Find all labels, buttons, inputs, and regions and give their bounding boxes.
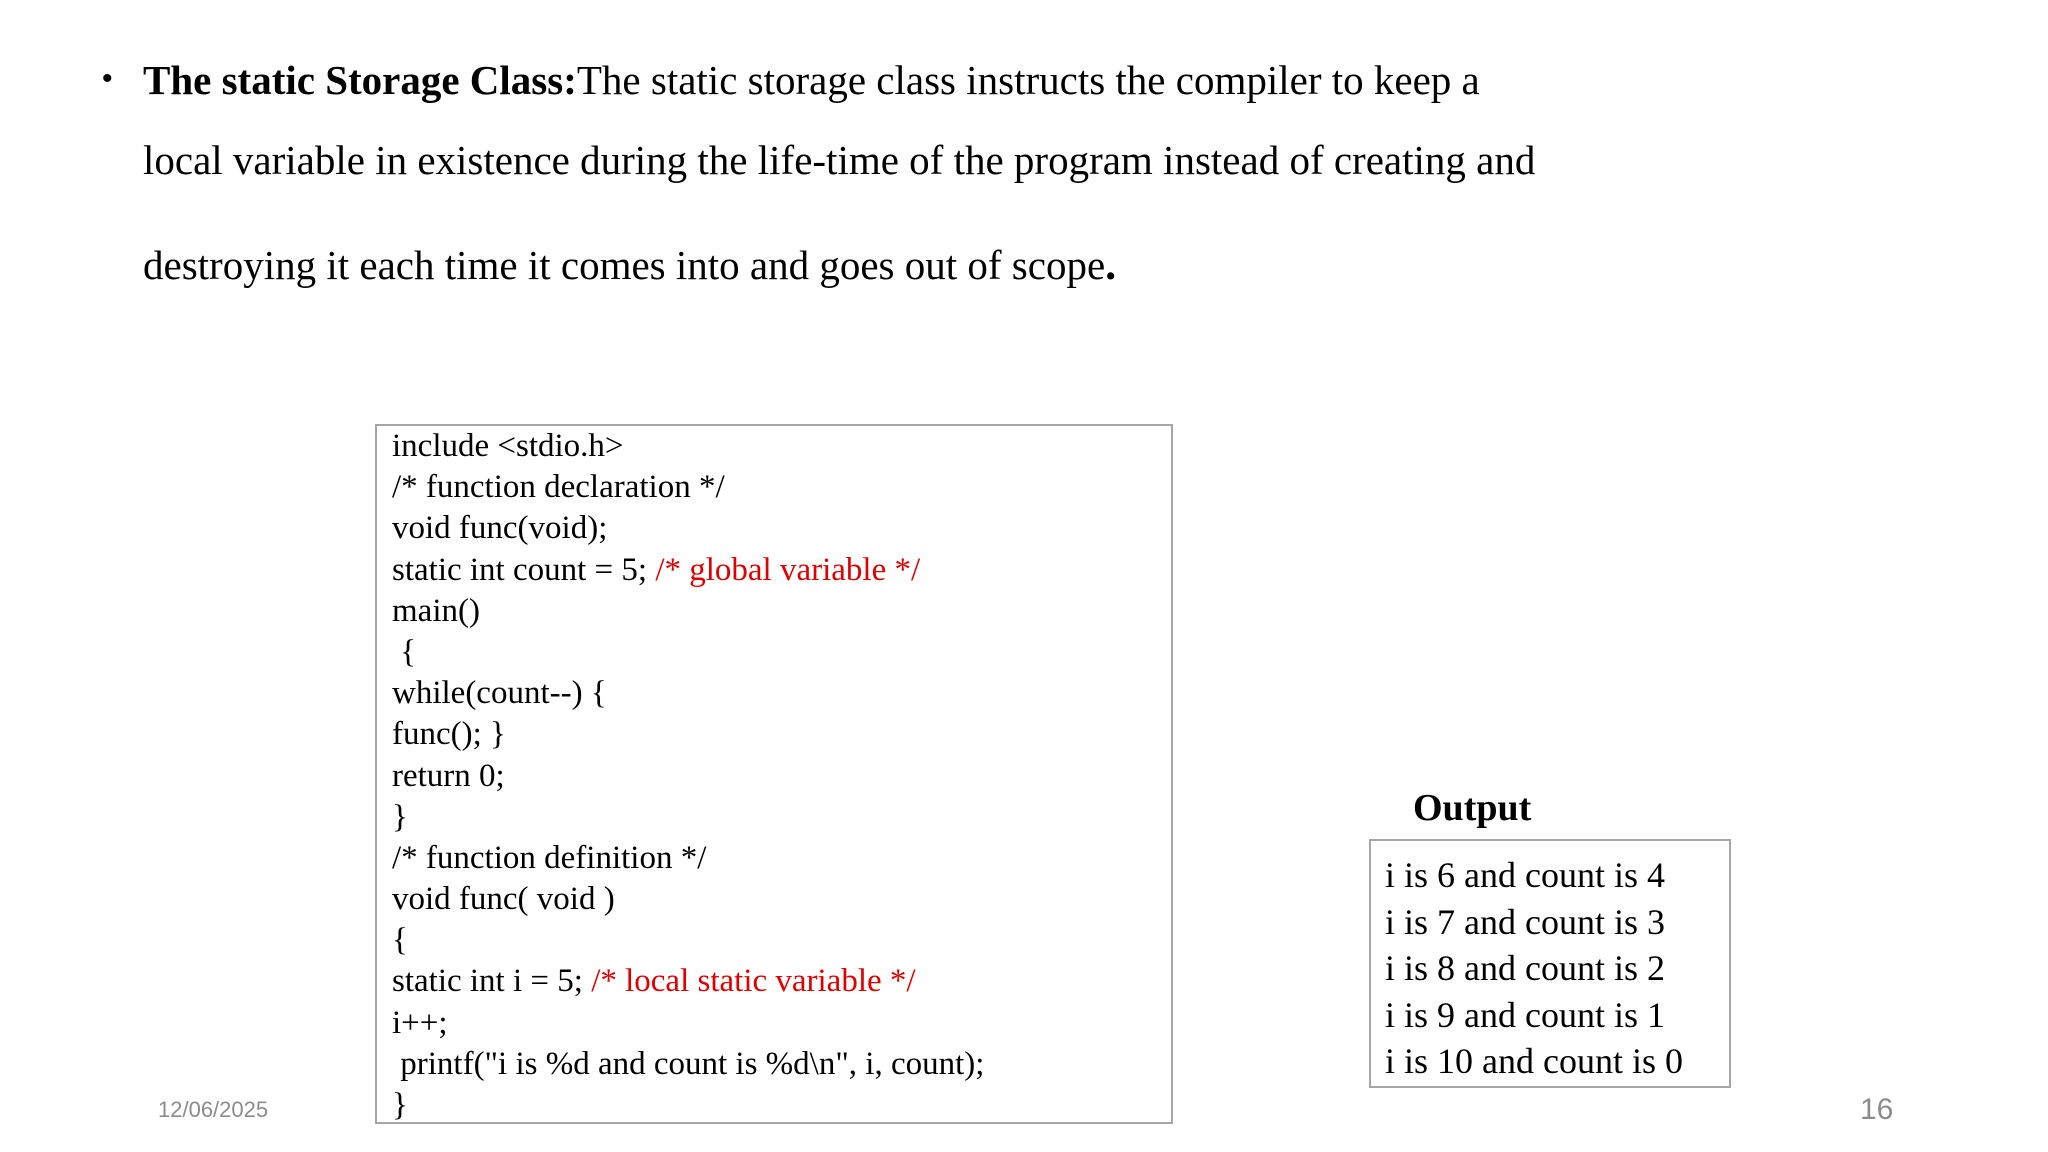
code-line [392, 632, 1171, 673]
code-line [392, 920, 1171, 961]
bullet-text-3: destroying it each time it comes into and goes out of scope [143, 242, 1106, 288]
output-line: i is 10 and count is 0 [1385, 1041, 1683, 1081]
code-line [392, 879, 1171, 920]
code-text: void func(void); [392, 510, 608, 547]
code-line [392, 1003, 1171, 1044]
code-text: printf("i is %d and count is %d\n", i, count); [392, 1045, 985, 1082]
code-line [392, 961, 1171, 1002]
code-text: } [392, 1087, 408, 1123]
output-line: i is 7 and count is 3 [1385, 901, 1665, 942]
code-line [392, 426, 1171, 467]
code-text: static int i = 5; [392, 963, 592, 1000]
bullet-line-1 [143, 58, 1480, 103]
code-line [392, 838, 1171, 879]
code-line [392, 508, 1171, 549]
code-comment: /* global variable */ [655, 551, 921, 588]
output-title: Output [1413, 787, 1532, 829]
code-text: main() [392, 592, 480, 629]
code-line [392, 673, 1171, 714]
code-line [392, 467, 1171, 508]
bullet-dot-icon: • [102, 62, 113, 95]
code-text: void func( void ) [392, 881, 615, 918]
code-text: { [392, 633, 417, 670]
bullet-heading: The static Storage Class: [143, 57, 577, 103]
output-line: i is 9 and count is 1 [1385, 994, 1665, 1035]
code-text: /* function definition */ [392, 839, 707, 876]
code-text: { [392, 922, 408, 959]
code-listing-box [375, 424, 1173, 1124]
bullet-line-3 [143, 241, 1116, 289]
code-text: include <stdio.h> [392, 428, 624, 464]
output-box [1369, 839, 1731, 1088]
code-text: } [392, 798, 408, 835]
bullet-period: . [1105, 240, 1117, 289]
code-text: func(); } [392, 716, 506, 753]
code-line [392, 1044, 1171, 1085]
code-line [392, 797, 1171, 838]
code-line [392, 756, 1171, 797]
code-line [392, 550, 1171, 591]
footer-date: 12/06/2025 [158, 1097, 269, 1122]
code-comment: /* local static variable */ [591, 963, 916, 1000]
code-text: return 0; [392, 757, 505, 794]
code-line [392, 591, 1171, 632]
code-line [392, 714, 1171, 755]
page-number: 16 [1860, 1093, 1894, 1126]
code-line [392, 1085, 1171, 1124]
code-text: static int count = 5; [392, 551, 656, 588]
code-text: /* function declaration */ [392, 469, 725, 506]
code-text: while(count--) { [392, 675, 607, 712]
code-text: i++; [392, 1004, 448, 1041]
output-line: i is 8 and count is 2 [1385, 948, 1665, 988]
output-line: i is 6 and count is 4 [1385, 855, 1665, 895]
bullet-line-2: local variable in existence during the life-time of the program instead of creating and [143, 137, 1536, 183]
bullet-text-1: The static storage class instructs the compiler to keep a [576, 57, 1480, 103]
